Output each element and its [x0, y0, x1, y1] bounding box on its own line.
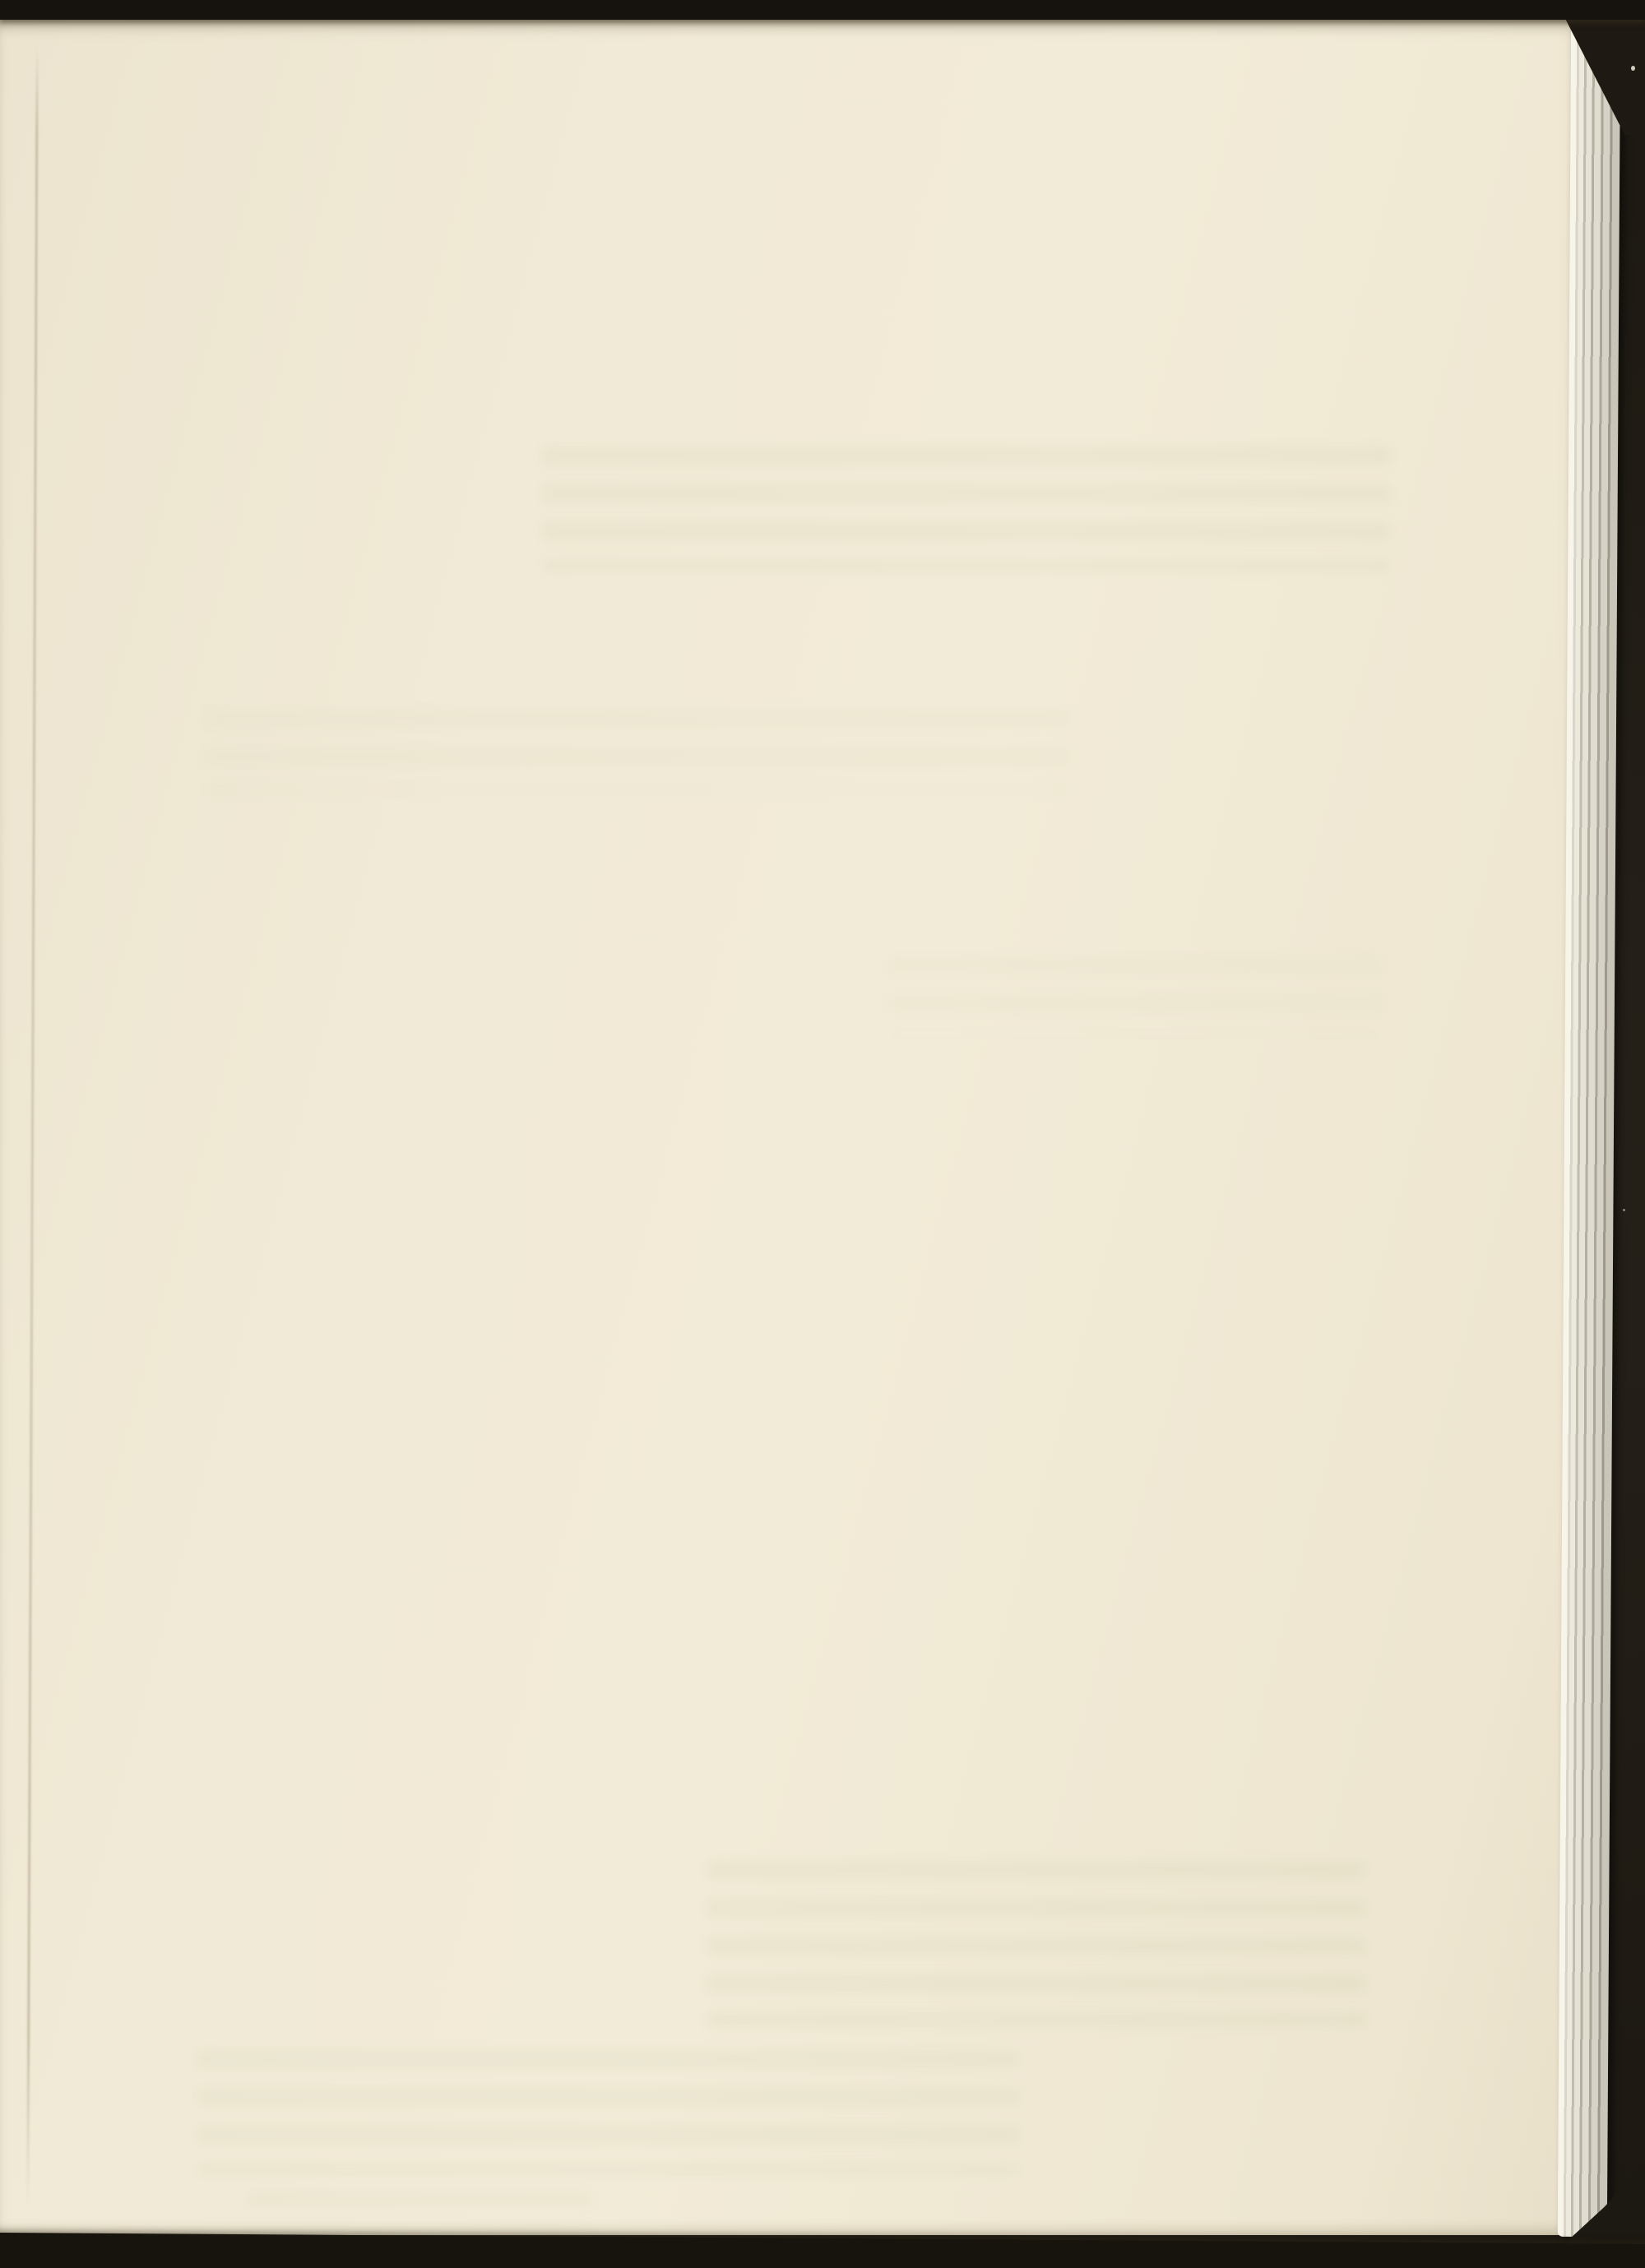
background-top [0, 0, 1645, 20]
gutter-crease [26, 44, 38, 2207]
show-through-smudge [206, 710, 1069, 793]
show-through-smudge [197, 2051, 1020, 2174]
background-bottom [0, 2233, 1645, 2268]
show-through-smudge [707, 1862, 1365, 2026]
page-paper [0, 20, 1587, 2235]
show-through-smudge [247, 2191, 592, 2240]
show-through-smudge [543, 447, 1390, 571]
show-through-smudge [888, 957, 1382, 1035]
dust-speck [1623, 1209, 1625, 1211]
dust-speck [1631, 66, 1635, 71]
